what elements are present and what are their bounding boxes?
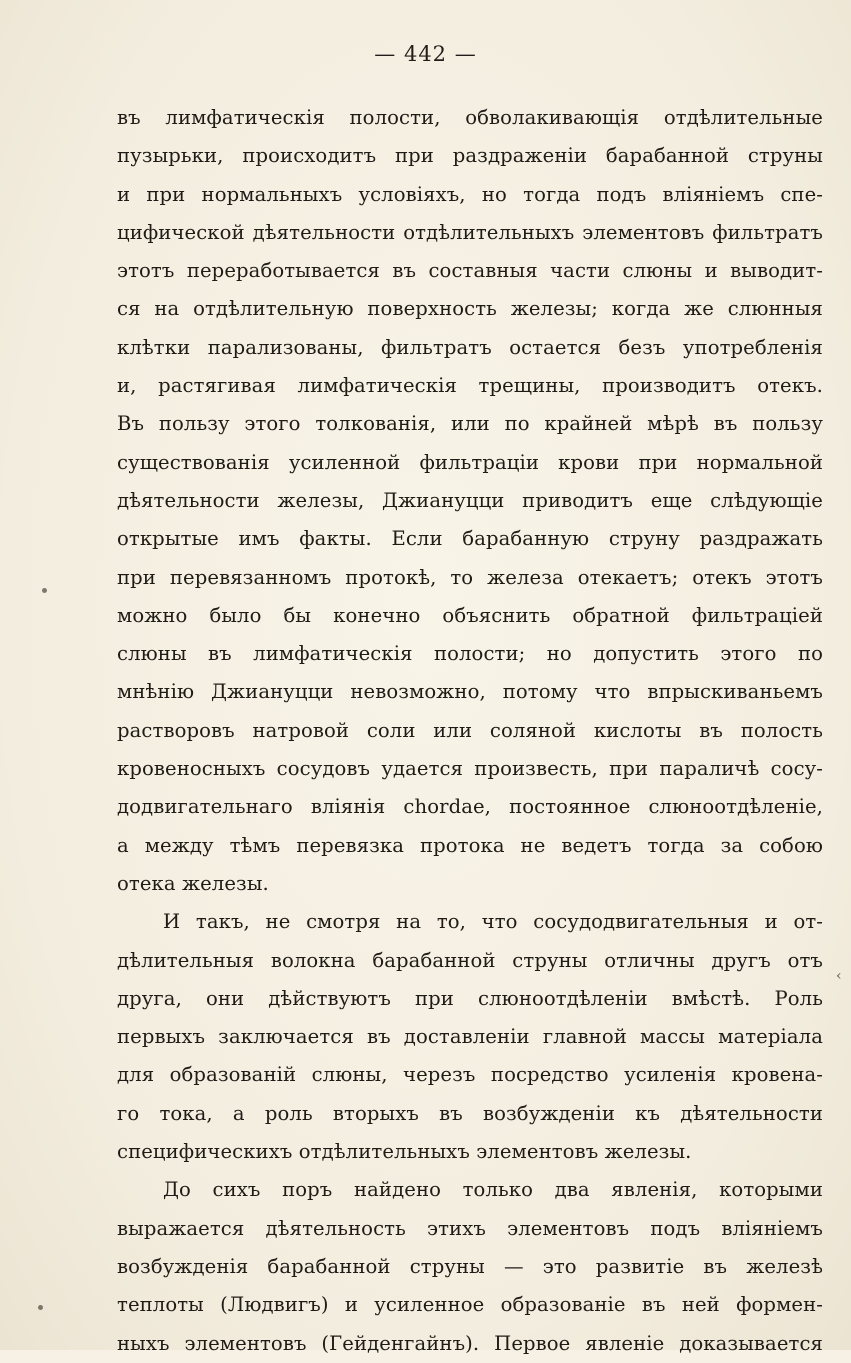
body-text [117, 99, 823, 1363]
text-line: цифической дѣятельности отдѣлительныхъ элементовъ фильтратъ [117, 220, 823, 244]
text-line: растворовъ натровой соли или соляной кислоты въ полость [117, 718, 823, 742]
text-line: го тока, а роль вторыхъ въ возбужденіи къ дѣятельности [117, 1101, 823, 1125]
text-line: Въ пользу этого толкованія, или по крайней мѣрѣ въ пользу [117, 412, 823, 436]
text-line: можно было бы конечно объяснить обратной фильтраціей [117, 603, 823, 627]
text-line: а между тѣмъ перевязка протока не ведетъ тогда за собою [117, 833, 823, 857]
text-line: дѣятельности железы, Джиануцци приводитъ еще слѣдующіе [117, 488, 823, 512]
text-line: пузырьки, происходитъ при раздраженіи барабанной струны [117, 144, 823, 168]
text-line: кровеносныхъ сосудовъ удается произвесть, при параличѣ сосу- [117, 757, 823, 781]
text-line: выражается дѣятельность этихъ элементовъ подъ вліяніемъ [117, 1216, 823, 1240]
paragraph-first-line: И такъ, не смотря на то, что сосудодвигательныя и от- [163, 910, 823, 934]
text-line: этотъ перерaботывается въ составныя части слюны и выводит- [117, 259, 823, 283]
text-line: дѣлительныя волокна барабанной струны отличны другъ отъ [117, 948, 823, 972]
text-line: первыхъ заключается въ доставленіи главной массы матеріала [117, 1025, 823, 1049]
text-line: ныхъ элементовъ (Гейденгайнъ). Первое явленіе доказывается [117, 1331, 823, 1355]
paragraph-first-line: До сихъ поръ найдено только два явленія, которыми [163, 1178, 823, 1202]
text-line: ся на отдѣлительную поверхность железы; когда же слюнныя [117, 297, 823, 321]
text-line: слюны въ лимфатическія полости; но допустить этого по [117, 642, 823, 666]
text-line: возбужденія барабанной струны — это развитіе въ железѣ [117, 1254, 823, 1278]
margin-mark: ‹ [836, 968, 842, 984]
text-line: теплоты (Людвигъ) и усиленное образованіе въ ней формен- [117, 1293, 823, 1317]
text-line: отека железы. [117, 871, 269, 895]
text-line: друга, они дѣйствуютъ при слюноотдѣленіи вмѣстѣ. Роль [117, 986, 823, 1010]
text-line: въ лимфатическія полости, обволакивающія отдѣлительные [117, 106, 823, 129]
ink-speck [42, 588, 47, 593]
text-line: специфическихъ отдѣлительныхъ элементовъ железы. [117, 1140, 692, 1164]
text-line: мнѣнію Джиануцци невозможно, потому что впрыскиваньемъ [117, 680, 823, 704]
text-line: додвигательнаго вліянія chordae, постоянное слюноотдѣленіе, [117, 795, 823, 819]
text-line: для образованій слюны, черезъ посредство усиленія кровена- [117, 1063, 823, 1087]
text-line: и при нормальныхъ условіяхъ, но тогда подъ вліяніемъ спе- [117, 182, 823, 206]
text-line: клѣтки парализованы, фильтратъ остается безъ употребленія [117, 335, 823, 359]
text-line: открытые имъ факты. Если барабанную струну раздражать [117, 527, 823, 551]
text-line: при перевязанномъ протокѣ, то железа отекаетъ; отекъ этотъ [117, 565, 823, 589]
text-line: существованія усиленной фильтраціи крови при нормальной [117, 450, 823, 474]
ink-speck [38, 1305, 43, 1310]
page-number: — 442 — [374, 42, 477, 66]
text-line: и, растягивая лимфатическія трещины, производитъ отекъ. [117, 374, 823, 398]
